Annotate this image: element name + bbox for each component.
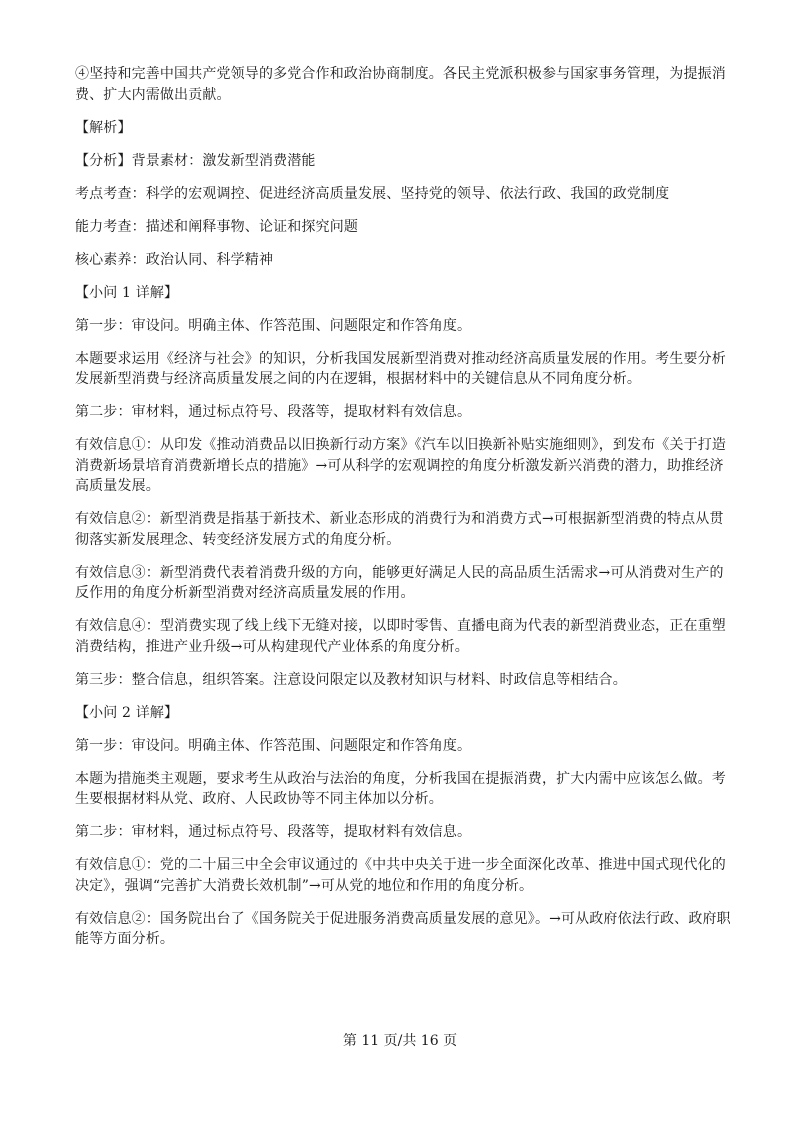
core-literacy: 核心素养：政治认同、科学精神 <box>75 251 274 268</box>
analysis-heading: 【解析】 <box>75 119 132 136</box>
q1-step3: 第三步：整合信息，组织答案。注意设问限定以及教材知识与材料、时政信息等相结合。 <box>75 671 627 688</box>
document-body <box>75 64 735 962</box>
q2-info-2: 有效信息②：国务院出台了《国务院关于促进服务消费高质量发展的意见》。→可从政府依法行政、政府职能等方面分析。 <box>75 910 731 947</box>
q1-step1: 第一步：审设问。明确主体、作答范围、问题限定和作答角度。 <box>75 317 472 334</box>
q1-info-3: 有效信息③：新型消费代表着消费升级的方向，能够更好满足人民的高品质生活需求→可从消费对生产的反作用的角度分析新型消费对经济高质量发展的作用。 <box>75 564 724 601</box>
q2-requirement: 本题为措施类主观题，要求考生从政治与法治的角度，分析我国在提振消费，扩大内需中应该怎么做。考生要根据材料从党、政府、人民政协等不同主体加以分析。 <box>75 770 726 807</box>
q2-heading: 【小问 2 详解】 <box>75 704 179 721</box>
background-material: 【分析】背景素材：激发新型消费潜能 <box>75 152 316 169</box>
q2-info-1: 有效信息①：党的二十届三中全会审议通过的《中共中央关于进一步全面深化改革、推进中国式现代化的决定》，强调“完善扩大消费长效机制”→可从党的地位和作用的角度分析。 <box>75 857 726 894</box>
q1-info-1: 有效信息①：从印发《推动消费品以旧换新行动方案》《汽车以旧换新补贴实施细则》，到发布《关于打造消费新场景培育消费新增长点的措施》→可从科学的宏观调控的角度分析激发新兴消费的潜力，助推经济高质量发展。 <box>75 437 727 494</box>
q1-heading: 【小问 1 详解】 <box>75 284 179 301</box>
q1-info-2: 有效信息②：新型消费是指基于新技术、新业态形成的消费行为和消费方式→可根据新型消费的特点从贯彻落实新发展理念、转变经济发展方式的角度分析。 <box>75 511 724 548</box>
q2-step1: 第一步：审设问。明确主体、作答范围、问题限定和作答角度。 <box>75 737 472 754</box>
paragraph-item-4: ④坚持和完善中国共产党领导的多党合作和政治协商制度。各民主党派积极参与国家事务管理，为提振消费、扩大内需做出贡献。 <box>75 66 726 103</box>
q1-step2: 第二步：审材料，通过标点符号、段落等，提取材料有效信息。 <box>75 404 472 420</box>
q1-requirement: 本题要求运用《经济与社会》的知识，分析我国发展新型消费对推动经济高质量发展的作用。考生要分析发展新型消费与经济高质量发展之间的内在逻辑，根据材料中的关键信息从不同角度分析。 <box>75 350 726 387</box>
page-number: 第 11 页/共 16 页 <box>342 1033 458 1049</box>
q1-info-4: 有效信息④：型消费实现了线上线下无缝对接，以即时零售、直播电商为代表的新型消费业态，正在重塑消费结构，推进产业升级→可从构建现代产业体系的角度分析。 <box>75 618 726 655</box>
exam-points: 考点考查：科学的宏观调控、促进经济高质量发展、坚持党的领导、依法行政、我国的政党制度 <box>75 185 670 202</box>
ability-points: 能力考查：描述和阐释事物、论证和探究问题 <box>75 218 358 235</box>
q2-step2: 第二步：审材料，通过标点符号、段落等，提取材料有效信息。 <box>75 824 472 840</box>
